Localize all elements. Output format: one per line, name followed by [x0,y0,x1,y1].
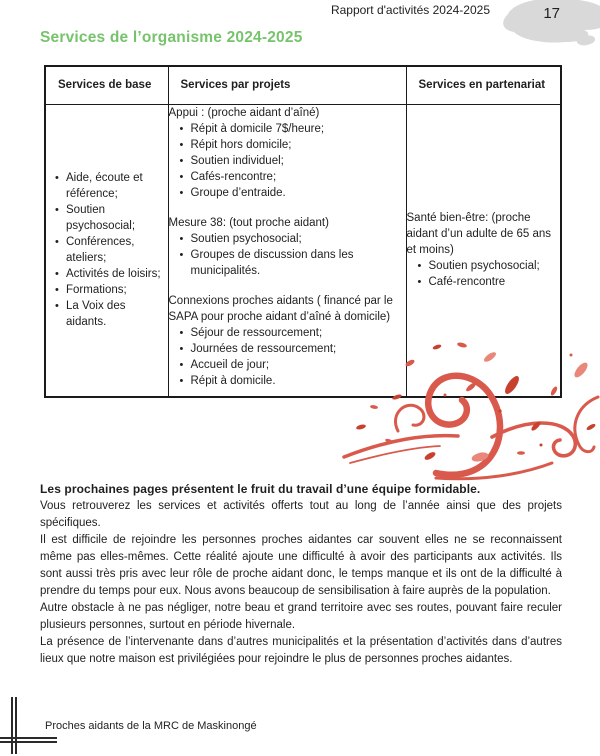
table-body-row [45,104,561,397]
list-item: • Conférences, ateliers; [66,234,168,266]
list-item: • Aide, écoute et référence; [66,170,168,202]
mesure38-section [169,215,406,279]
paragraph: Vous retrouverez les services et activités offerts tout au long de l’année ainsi que des projets spécifiques. [40,500,562,529]
list-item: • La Voix des aidants. [66,298,168,330]
list-item: • Cafés-rencontre; [191,169,406,185]
list-item: • Séjour de ressourcement; [191,325,406,341]
list-item: • Groupe d’entraide. [191,185,406,201]
services-table [44,65,562,398]
appui-heading: Appui : (proche aidant d’aîné) [168,106,320,119]
connexions-section [169,293,406,389]
col-header-projets: Services par projets [168,66,406,104]
body-text [40,481,562,668]
mesure38-heading: Mesure 38: (tout proche aidant) [168,216,329,229]
section-title: Services de l’organisme 2024-2025 [40,29,303,46]
col-header-base: Services de base [45,66,168,104]
list-item: • Répit hors domicile; [191,137,406,153]
list-item: • Accueil de jour; [191,357,406,373]
list-item: • Soutien psychosocial; [191,231,406,247]
sante-heading: Santé bien-être: (proche aidant d’un adulte de 65 ans et moins) [406,212,552,257]
appui-list [169,121,406,201]
cell-partnership-services [406,104,561,397]
list-item: • Répit à domicile. [191,373,406,389]
connexions-heading: Connexions proches aidants ( financé par le SAPA pour proche aidant d’aîné à domicile) [168,294,393,323]
list-item: • Répit à domicile 7$/heure; [191,121,406,137]
base-services-list [46,170,168,330]
appui-section [169,105,406,201]
connexions-list [169,325,406,389]
list-item: • Soutien individuel; [191,153,406,169]
report-title: Rapport d'activités 2024-2025 [330,3,490,17]
list-item: • Groupes de discussion dans les municipalités. [191,247,406,279]
list-item: • Formations; [66,282,168,298]
paragraph: La présence de l’intervenante dans d’autres municipalités et la présentation d’activités dans d’autres lieux que notre maison est privilégiées pour rejoindre le plus de personnes proches aidantes. [40,636,562,665]
list-item: • Soutien psychosocial; [66,202,168,234]
mesure38-list [169,231,406,279]
table-header-row [45,66,561,104]
paragraph: Autre obstacle à ne pas négliger, notre beau et grand territoire avec ses routes, pouvant faire reculer plusieurs personnes, surtout en période hivernale. [40,602,562,631]
lead-sentence: Les prochaines pages présentent le fruit du travail d’une équipe formidable. [40,482,481,496]
list-item: • Journées de ressourcement; [191,341,406,357]
cell-project-services [168,104,406,397]
list-item: • Activités de loisirs; [66,266,168,282]
page-number: 17 [543,5,560,22]
paragraph: Il est difficile de rejoindre les personnes proches aidantes car souvent elles ne se reconnaissent même pas elles-mêmes. Cette réalité ajoute une difficulté à avoir des participants aux activités. Ils sont aussi très pris avec leur rôle de proche aidant donc, le temps manque et ils ont de la difficulté à prendre du temps pour eux. Nous avons beaucoup de sensibilisation à faire auprès de la population. [40,534,562,597]
list-item: • Café-rencontre [429,274,561,290]
sante-list [407,258,561,290]
cell-base-services [45,104,168,397]
list-item: • Soutien psychosocial; [429,258,561,274]
footer-organization-name: Proches aidants de la MRC de Maskinongé [45,720,257,732]
col-header-partenariat: Services en partenariat [406,66,561,104]
